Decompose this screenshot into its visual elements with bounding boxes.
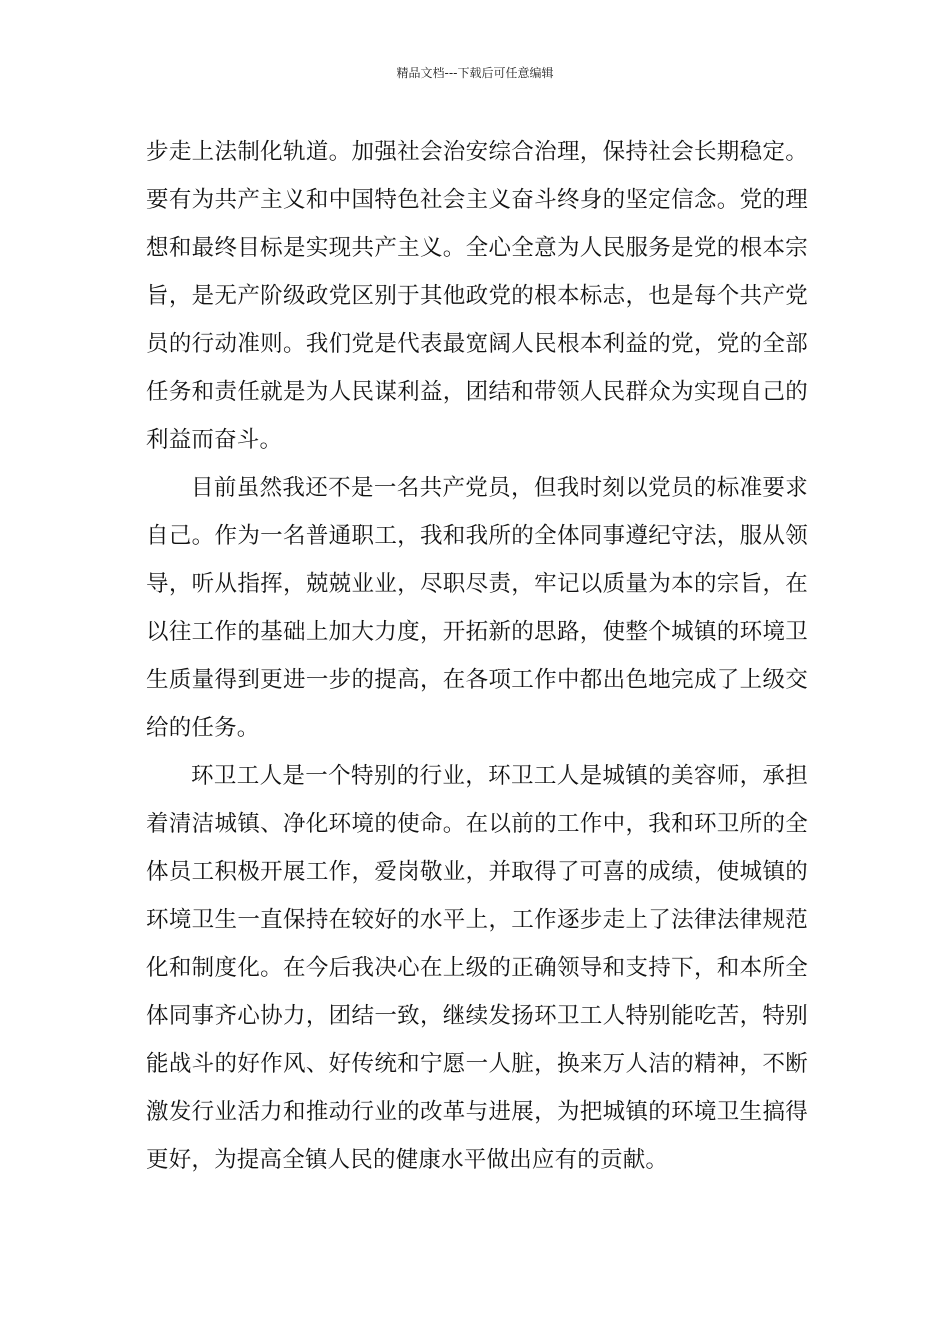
paragraph-sanitation-work: 环卫工人是一个特别的行业，环卫工人是城镇的美容师，承担着清洁城镇、净化环境的使命。在以前的工作中，我和环卫所的全体员工积极开展工作，爱岗敬业，并取得了可喜的成绩，使城镇的环境卫生一直保持在较好的水平上，工作逐步走上了法律法律规范化和制度化。在今后我决心在上级的正确领导和支持下，和本所全体同事齐心协力，团结一致，继续发扬环卫工人特别能吃苦，特别能战斗的好作风、好传统和宁愿一人脏，换来万人洁的精神，不断激发行业活力和推动行业的改革与进展，为把城镇的环境卫生搞得更好，为提高全镇人民的健康水平做出应有的贡献。 (146, 763, 808, 1173)
document-body (146, 128, 808, 1184)
paragraph-continued: 步走上法制化轨道。加强社会治安综合治理，保持社会长期稳定。要有为共产主义和中国特色社会主义奋斗终身的坚定信念。党的理想和最终目标是实现共产主义。全心全意为人民服务是党的根本宗旨，是无产阶级政党区别于其他政党的根本标志，也是每个共产党员的行动准则。我们党是代表最宽阔人民根本利益的党，党的全部任务和责任就是为人民谋利益，团结和带领人民群众为实现自己的利益而奋斗。 (146, 139, 808, 453)
paragraph-self-requirement: 目前虽然我还不是一名共产党员，但我时刻以党员的标准要求自己。作为一名普通职工，我和我所的全体同事遵纪守法，服从领导，听从指挥，兢兢业业，尽职尽责，牢记以质量为本的宗旨，在以往工作的基础上加大力度，开拓新的思路，使整个城镇的环境卫生质量得到更进一步的提高，在各项工作中都出色地完成了上级交给的任务。 (146, 475, 808, 741)
page-header: 精品文档---下载后可任意编辑 (396, 66, 554, 80)
